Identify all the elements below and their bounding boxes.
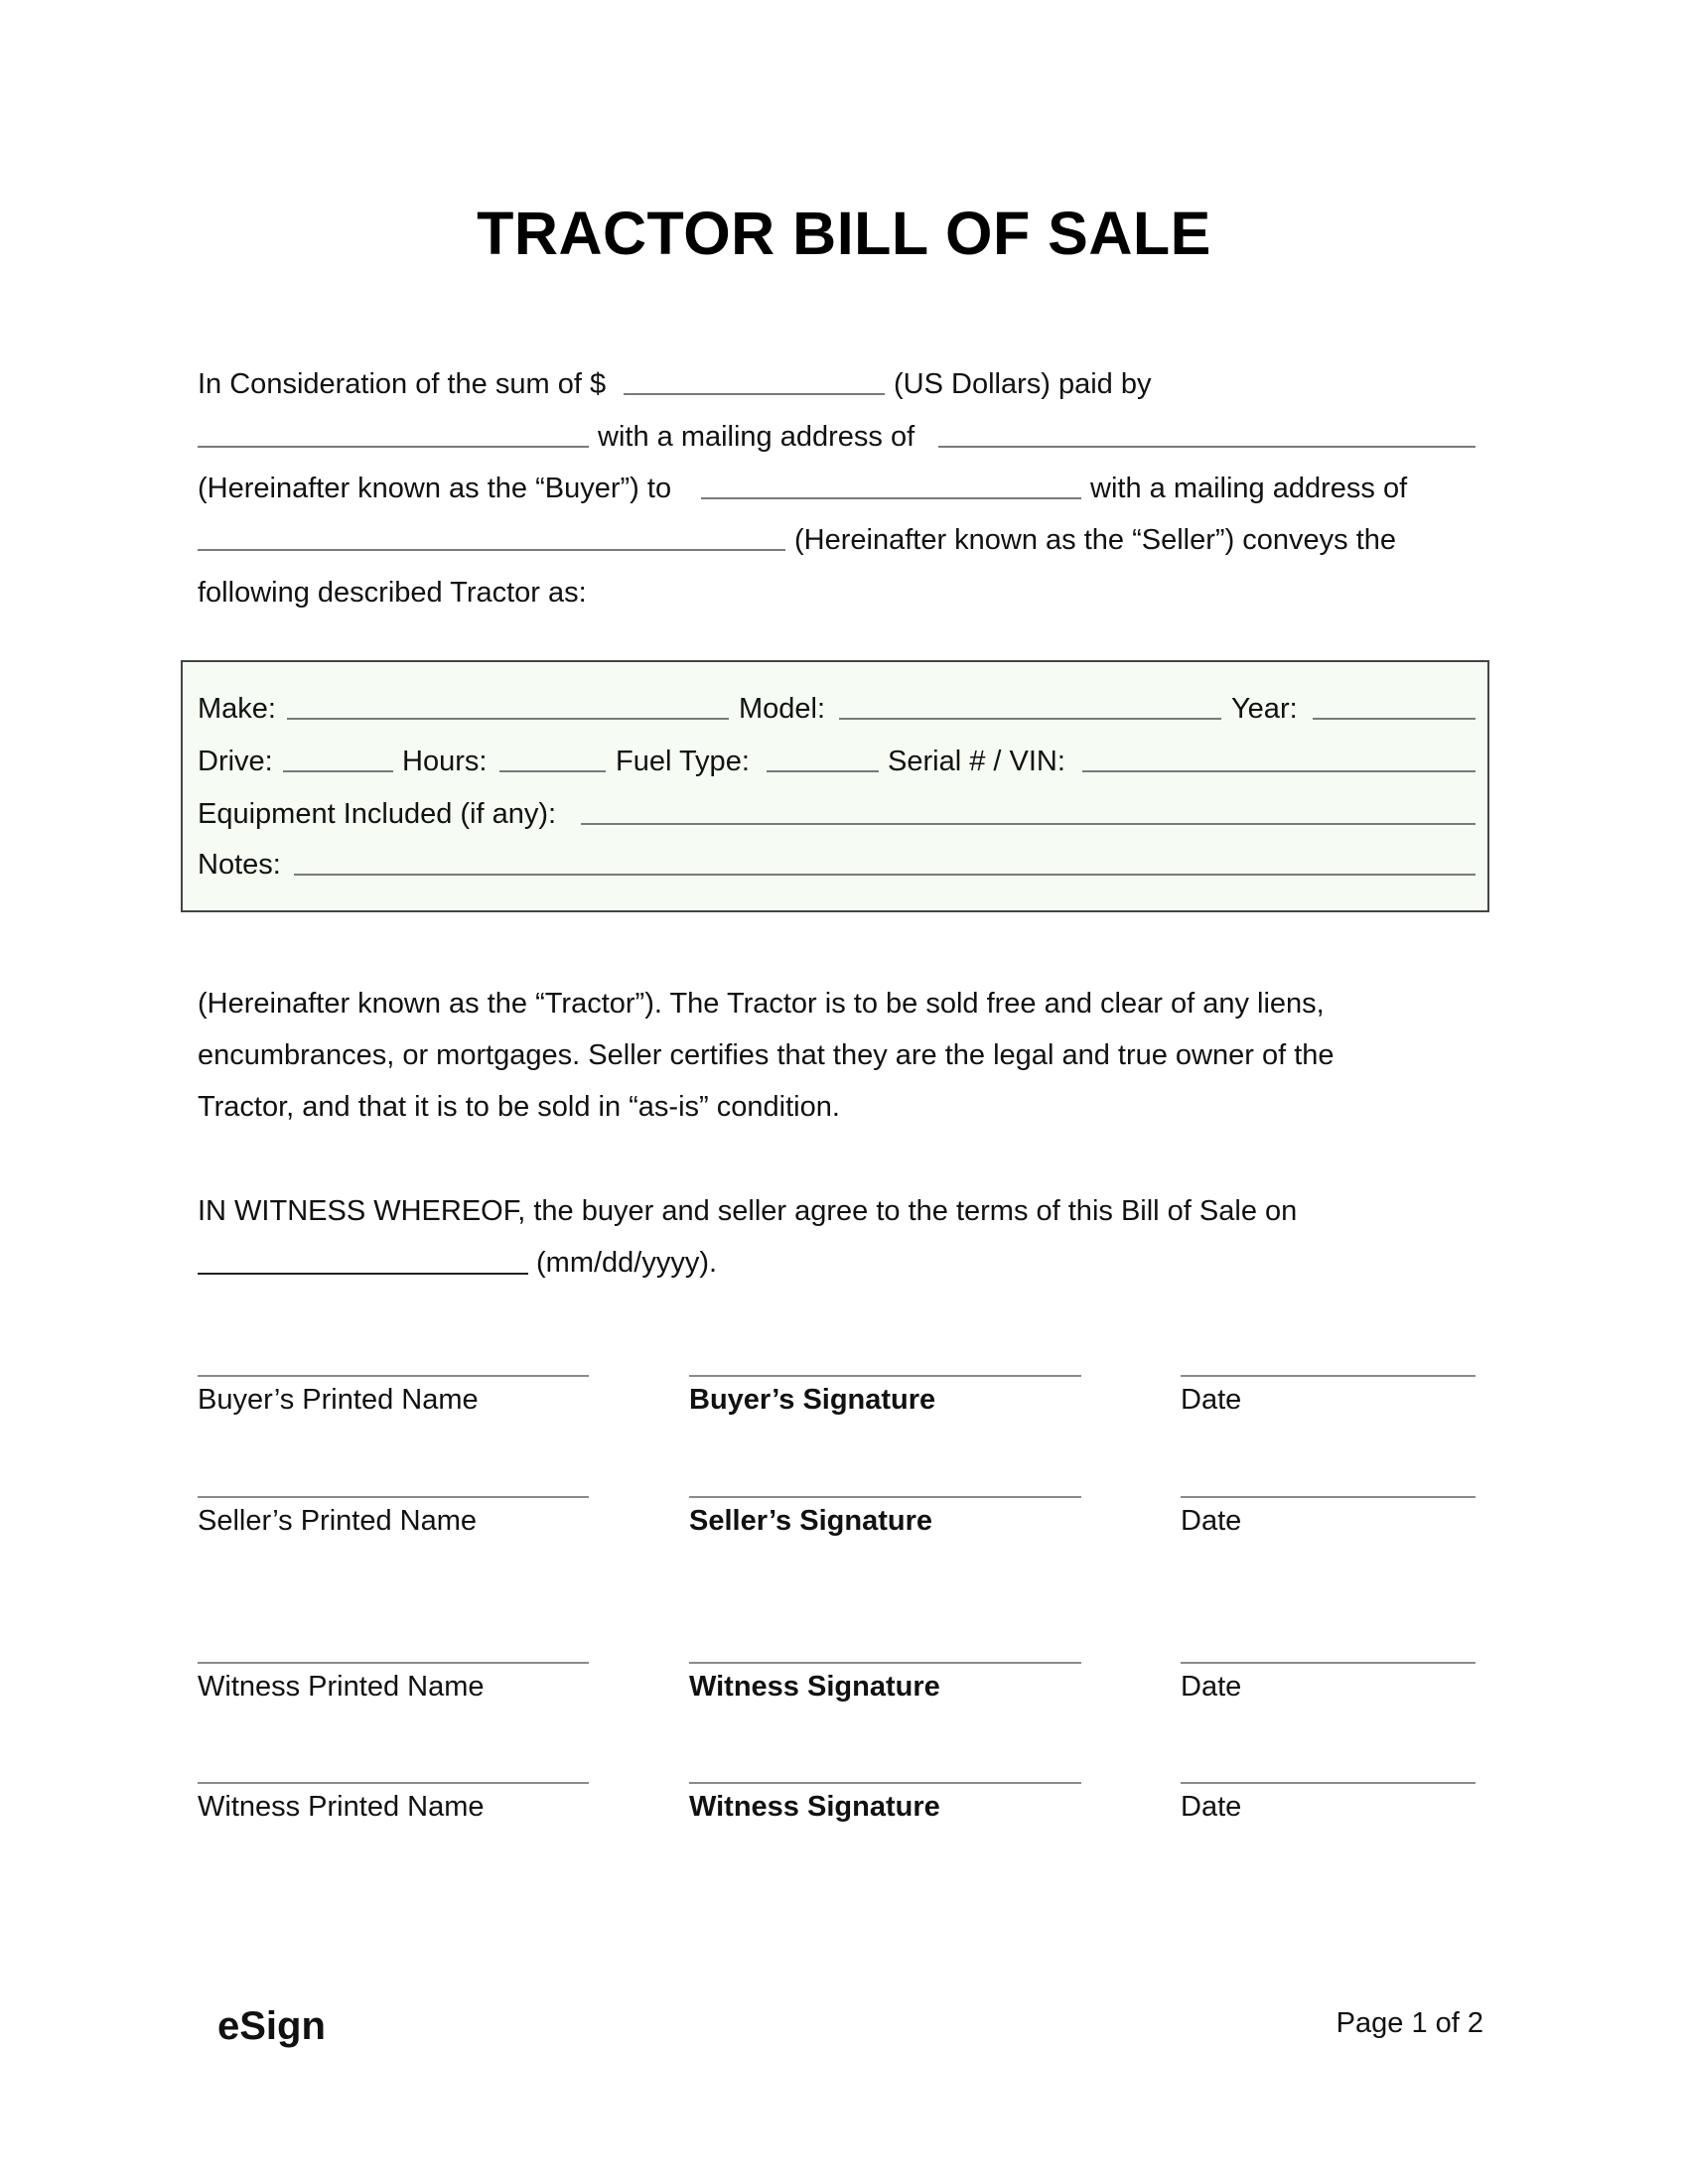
witness2-printed-name-label: Witness Printed Name <box>198 1791 485 1823</box>
witness1-date-line[interactable] <box>1181 1662 1476 1664</box>
serial-vin-field[interactable] <box>1082 770 1476 772</box>
agreement-date-field[interactable] <box>198 1273 528 1275</box>
intro-line2-text: with a mailing address of <box>598 421 915 453</box>
witness1-printed-name-label: Witness Printed Name <box>198 1671 485 1703</box>
buyer-date-line[interactable] <box>1181 1375 1476 1377</box>
witness1-signature-label: Witness Signature <box>689 1671 940 1703</box>
make-field[interactable] <box>287 718 729 720</box>
witness-line1: IN WITNESS WHEREOF, the buyer and seller agree to the terms of this Bill of Sale on <box>198 1195 1298 1227</box>
witness2-date-label: Date <box>1181 1791 1242 1823</box>
terms-line1: (Hereinafter known as the “Tractor”). The Tractor is to be sold free and clear of any liens, <box>198 988 1325 1020</box>
witness1-printed-name-line[interactable] <box>198 1662 589 1664</box>
seller-signature-line[interactable] <box>689 1496 1081 1498</box>
drive-field[interactable] <box>283 770 393 772</box>
equipment-label: Equipment Included (if any): <box>198 798 557 830</box>
intro-line3-suffix: with a mailing address of <box>1090 473 1408 504</box>
witness1-date-label: Date <box>1181 1671 1242 1703</box>
document-title: TRACTOR BILL OF SALE <box>477 200 1211 267</box>
terms-line2: encumbrances, or mortgages. Seller certifies that they are the legal and true owner of the <box>198 1039 1335 1071</box>
buyer-signature-line[interactable] <box>689 1375 1081 1377</box>
seller-printed-name-label: Seller’s Printed Name <box>198 1505 477 1537</box>
intro-line1-suffix: (US Dollars) paid by <box>894 368 1152 400</box>
witness2-signature-label: Witness Signature <box>689 1791 940 1823</box>
hours-field[interactable] <box>499 770 606 772</box>
model-field[interactable] <box>839 718 1221 720</box>
terms-line3: Tractor, and that it is to be sold in “as-is” condition. <box>198 1091 840 1123</box>
year-label: Year: <box>1231 693 1298 725</box>
serial-vin-label: Serial # / VIN: <box>888 746 1065 777</box>
intro-line4-text: (Hereinafter known as the “Seller”) conveys the <box>794 524 1397 556</box>
seller-address-field[interactable] <box>198 549 785 551</box>
equipment-field[interactable] <box>581 823 1476 825</box>
witness2-date-line[interactable] <box>1181 1782 1476 1784</box>
model-label: Model: <box>739 693 826 725</box>
seller-name-field[interactable] <box>701 497 1081 499</box>
intro-line1-text: In Consideration of the sum of $ <box>198 368 607 400</box>
seller-date-line[interactable] <box>1181 1496 1476 1498</box>
witness2-printed-name-line[interactable] <box>198 1782 589 1784</box>
esign-logo: eSign <box>217 2004 326 2048</box>
seller-signature-label: Seller’s Signature <box>689 1505 932 1537</box>
buyer-printed-name-line[interactable] <box>198 1375 589 1377</box>
hours-label: Hours: <box>402 746 488 777</box>
intro-line5-text: following described Tractor as: <box>198 577 587 609</box>
drive-label: Drive: <box>198 746 273 777</box>
buyer-name-field[interactable] <box>198 446 589 448</box>
fuel-type-label: Fuel Type: <box>616 746 750 777</box>
seller-printed-name-line[interactable] <box>198 1496 589 1498</box>
buyer-date-label: Date <box>1181 1384 1242 1416</box>
page-number: Page 1 of 2 <box>1336 2007 1483 2039</box>
year-field[interactable] <box>1313 718 1476 720</box>
make-label: Make: <box>198 693 276 725</box>
buyer-signature-label: Buyer’s Signature <box>689 1384 936 1416</box>
witness2-signature-line[interactable] <box>689 1782 1081 1784</box>
seller-date-label: Date <box>1181 1505 1242 1537</box>
witness1-signature-line[interactable] <box>689 1662 1081 1664</box>
buyer-address-field[interactable] <box>938 446 1476 448</box>
date-format-hint: (mm/dd/yyyy). <box>536 1247 718 1279</box>
fuel-type-field[interactable] <box>767 770 879 772</box>
intro-line3-text: (Hereinafter known as the “Buyer”) to <box>198 473 672 504</box>
notes-field[interactable] <box>294 874 1476 876</box>
purchase-price-field[interactable] <box>624 393 885 395</box>
notes-label: Notes: <box>198 849 281 881</box>
buyer-printed-name-label: Buyer’s Printed Name <box>198 1384 479 1416</box>
